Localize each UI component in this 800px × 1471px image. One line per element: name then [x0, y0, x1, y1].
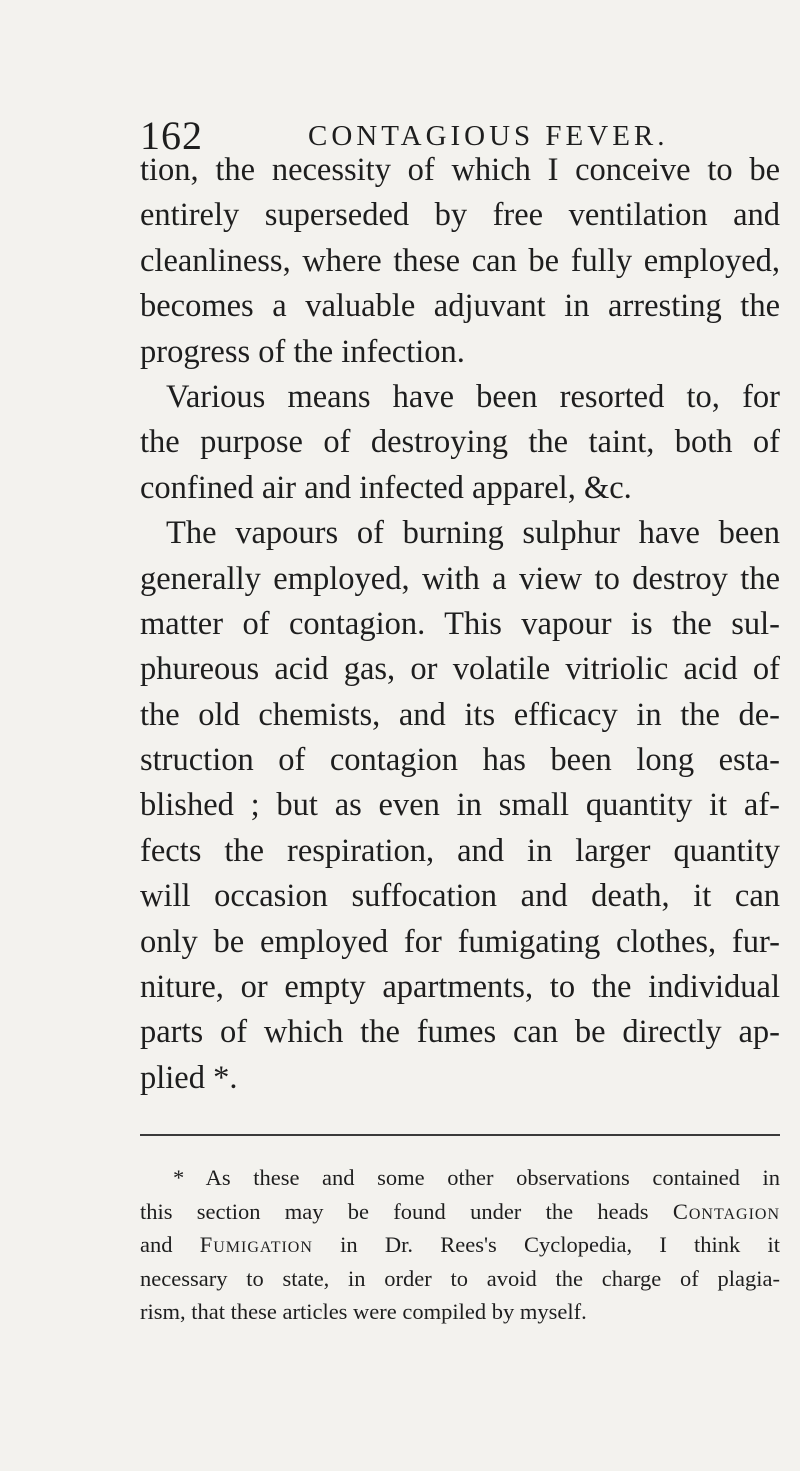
- footnote-rule: [140, 1134, 780, 1136]
- text-line: only be employed for fumigating clothes, fur-: [140, 923, 780, 960]
- text-line: plied *.: [140, 1059, 238, 1096]
- text-line: blished ; but as even in small quantity it af-: [140, 787, 780, 824]
- footnote-smallcaps: Contagion: [672, 1198, 781, 1224]
- text-line: the purpose of destroying the taint, both of: [140, 424, 780, 461]
- body-text: [140, 148, 780, 1101]
- footnote-text: and: [140, 1232, 173, 1258]
- text-line: will occasion suffocation and death, it can: [140, 878, 780, 915]
- footnote-line: [140, 1228, 780, 1262]
- page-number: 162: [140, 113, 203, 158]
- footnote-smallcaps: Fumigation: [199, 1232, 313, 1258]
- text-line: progress of the infection.: [140, 333, 465, 370]
- text-line: becomes a valuable adjuvant in arresting the: [140, 288, 780, 325]
- text-line: matter of contagion. This vapour is the sul-: [140, 605, 780, 642]
- text-line: the old chemists, and its efficacy in the de-: [140, 696, 780, 733]
- text-line: The vapours of burning sulphur have been: [166, 515, 780, 552]
- footnote-line: necessary to state, in order to avoid the charge of plagia-: [140, 1265, 780, 1291]
- text-line: fects the respiration, and in larger quantity: [140, 832, 780, 869]
- text-line: struction of contagion has been long esta-: [140, 742, 780, 779]
- text-line: Various means have been resorted to, for: [166, 378, 780, 415]
- text-line: confined air and infected apparel, &c.: [140, 469, 632, 506]
- footnote-text: in Dr. Rees's Cyclopedia, I think it: [340, 1232, 781, 1258]
- running-head: CONTAGIOUS FEVER.: [308, 120, 669, 152]
- text-line: cleanliness, where these can be fully employed,: [140, 242, 780, 279]
- text-line: generally employed, with a view to destroy the: [140, 560, 780, 597]
- footnote-line: rism, that these articles were compiled by myself.: [140, 1299, 587, 1325]
- footnote-line: * As these and some other observations contained in: [173, 1165, 780, 1190]
- footnote-line: [140, 1195, 780, 1229]
- text-line: phureous acid gas, or volatile vitriolic acid of: [140, 651, 780, 688]
- text-line: niture, or empty apartments, to the individual: [140, 969, 780, 1006]
- footnote-text: this section may be found under the heads: [140, 1198, 649, 1224]
- footnote: [140, 1161, 780, 1329]
- text-line: tion, the necessity of which I conceive to be: [140, 152, 780, 188]
- text-line: parts of which the fumes can be directly ap-: [140, 1014, 780, 1051]
- text-line: entirely superseded by free ventilation and: [140, 197, 780, 234]
